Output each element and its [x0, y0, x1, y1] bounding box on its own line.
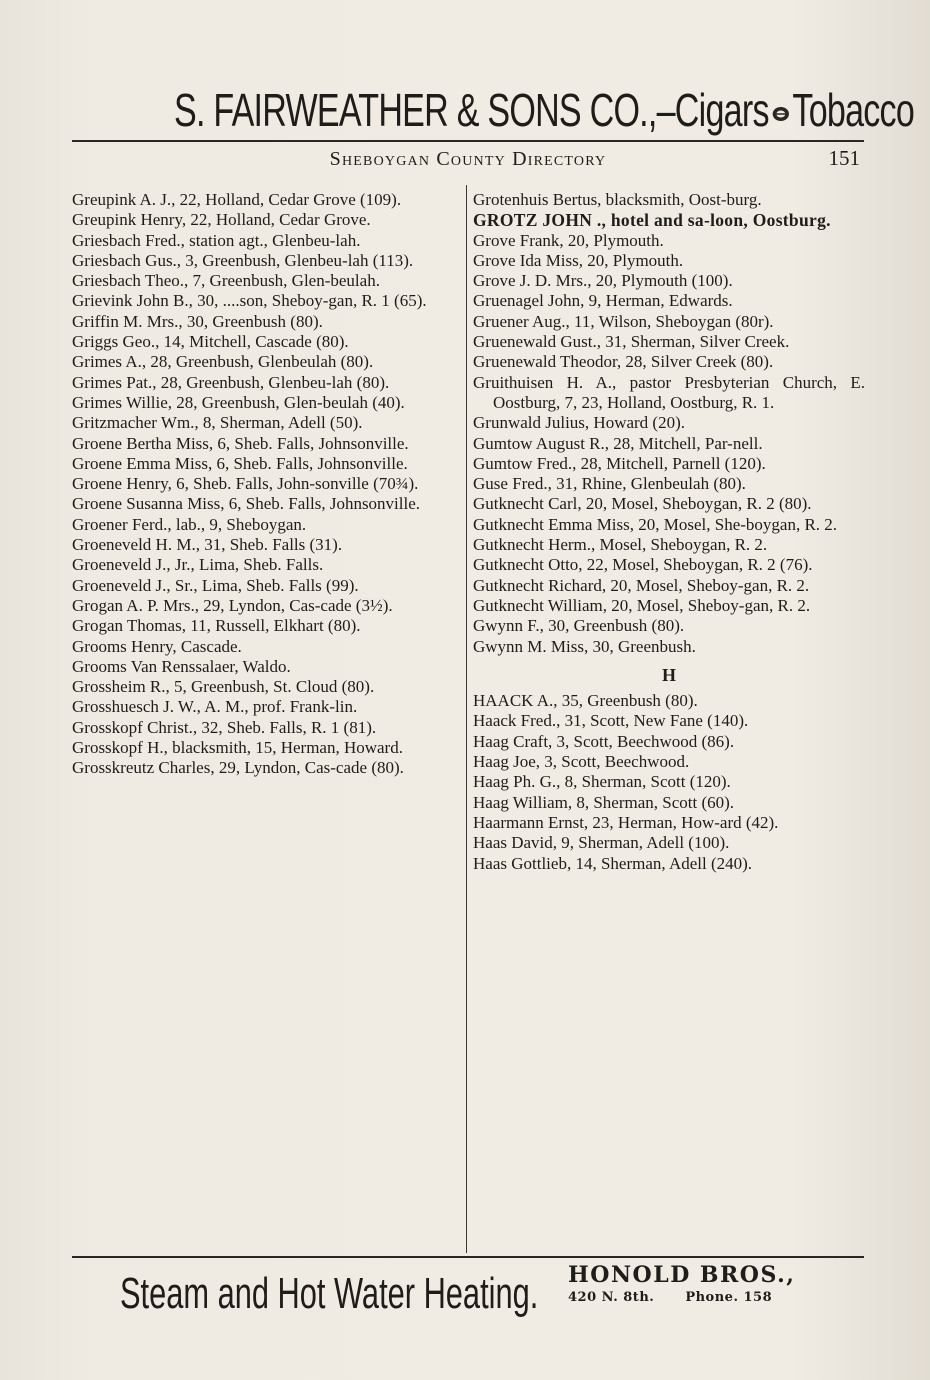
running-head [72, 146, 864, 176]
directory-entry: Haag William, 8, Sherman, Scott (60). [473, 792, 735, 812]
ad-brand: HONOLD BROS., [568, 1262, 796, 1288]
directory-entry: Gruithuisen H. A., pastor Presbyterian Church, E. Oostburg, 7, 23, Holland, Oostburg, R. 1. [473, 372, 865, 412]
page-title: Sheboygan County Directory [329, 148, 607, 170]
footer-ad-heating: Steam and Hot Water Heating. [120, 1269, 539, 1318]
directory-entry: Grove Ida Miss, 20, Plymouth. [473, 250, 684, 270]
directory-entry: Grooms Van Renssalaer, Waldo. [72, 656, 291, 676]
directory-entry: Groeneveld H. M., 31, Sheb. Falls (31). [72, 535, 343, 555]
directory-entry: Groene Henry, 6, Sheb. Falls, John-sonville (70¾). [72, 474, 419, 494]
left-column [72, 190, 460, 779]
column-divider [466, 185, 467, 1253]
directory-entry: Griesbach Gus., 3, Greenbush, Glenbeu-lah (113). [72, 250, 414, 270]
directory-entry: Gumtow Fred., 28, Mitchell, Parnell (120). [473, 453, 766, 473]
directory-entry: Grossheim R., 5, Greenbush, St. Cloud (80). [72, 677, 375, 697]
directory-entry: Gwynn F., 30, Greenbush (80). [473, 616, 685, 636]
ad-contact [568, 1290, 868, 1305]
directory-entry: HAACK A., 35, Greenbush (80). [473, 691, 698, 711]
directory-entry: Groene Bertha Miss, 6, Sheb. Falls, Johnsonville. [72, 433, 409, 453]
directory-entry: Haas Gottlieb, 14, Sherman, Adell (240). [473, 853, 753, 873]
directory-entry: Groeneveld J., Sr., Lima, Sheb. Falls (99). [72, 575, 359, 595]
directory-entry: Gutknecht Carl, 20, Mosel, Sheboygan, R. 2 (80). [473, 494, 812, 514]
directory-entry: Gritzmacher Wm., 8, Sherman, Adell (50). [72, 413, 363, 433]
ad-address: 420 N. 8th. [568, 1290, 655, 1305]
ad-phone: Phone. 158 [685, 1290, 773, 1305]
directory-entry: Haarmann Ernst, 23, Herman, How-ard (42). [473, 812, 779, 832]
directory-entry: Gutknecht Emma Miss, 20, Mosel, She-boygan, R. 2. [473, 514, 838, 534]
directory-entry: Groene Susanna Miss, 6, Sheb. Falls, Johnsonville. [72, 494, 421, 514]
directory-entry: Haag Craft, 3, Scott, Beechwood (86). [473, 731, 735, 751]
directory-entry: Grogan Thomas, 11, Russell, Elkhart (80). [72, 616, 361, 636]
directory-entry: Grotenhuis Bertus, blacksmith, Oost-burg. [473, 190, 762, 209]
directory-entry: Gruener Aug., 11, Wilson, Sheboygan (80r). [473, 311, 774, 331]
section-letter: H [661, 664, 676, 685]
directory-entry: Groener Ferd., lab., 9, Sheboygan. [72, 514, 307, 534]
directory-entry: Gutknecht Otto, 22, Mosel, Sheboygan, R. 2 (76). [473, 555, 813, 575]
directory-entry: Gutknecht Richard, 20, Mosel, Sheboy-gan, R. 2. [473, 575, 810, 595]
footer-divider [72, 1256, 864, 1258]
directory-entry: Grooms Henry, Cascade. [72, 636, 242, 656]
right-column [473, 190, 865, 874]
footer-ad-honold [568, 1262, 868, 1305]
directory-entry: Grove J. D. Mrs., 20, Plymouth (100). [473, 271, 733, 291]
directory-entry: Gruenagel John, 9, Herman, Edwards. [473, 291, 733, 311]
directory-entry: Haag Ph. G., 8, Sherman, Scott (120). [473, 772, 731, 792]
directory-entry: GROTZ JOHN ., hotel and sa-loon, Oostburg. [473, 210, 831, 231]
directory-entry: Gruenewald Gust., 31, Sherman, Silver Creek. [473, 332, 790, 352]
directory-entry: Haas David, 9, Sherman, Adell (100). [473, 833, 730, 853]
banner-text: S. FAIRWEATHER & SONS CO.,–Cigars [174, 84, 769, 136]
directory-entry: Haack Fred., 31, Scott, New Fane (140). [473, 711, 749, 731]
directory-entry: Grimes A., 28, Greenbush, Glenbeulah (80). [72, 352, 374, 372]
directory-entry: Greupink Henry, 22, Holland, Cedar Grove. [72, 210, 371, 230]
directory-entry: Grimes Willie, 28, Greenbush, Glen-beulah (40). [72, 392, 405, 412]
directory-entry: Griffin M. Mrs., 30, Greenbush (80). [72, 311, 323, 331]
directory-entry: Gruenewald Theodor, 28, Silver Creek (80). [473, 352, 774, 372]
directory-entry: Grosskopf Christ., 32, Sheb. Falls, R. 1 (81). [72, 717, 377, 737]
directory-entry: Gutknecht William, 20, Mosel, Sheboy-gan, R. 2. [473, 595, 811, 615]
directory-entry: Grosskopf H., blacksmith, 15, Herman, Howard. [72, 738, 403, 758]
directory-entry: Gumtow August R., 28, Mitchell, Par-nell. [473, 433, 763, 453]
header-divider [72, 140, 864, 142]
directory-entry: Grunwald Julius, Howard (20). [473, 413, 685, 433]
directory-entry: Gutknecht Herm., Mosel, Sheboygan, R. 2. [473, 535, 768, 555]
directory-entry: Grogan A. P. Mrs., 29, Lyndon, Cas-cade (3½). [72, 595, 393, 615]
directory-entry: Griggs Geo., 14, Mitchell, Cascade (80). [72, 332, 349, 352]
directory-entry: Grove Frank, 20, Plymouth. [473, 230, 664, 250]
directory-entry: Guse Fred., 31, Rhine, Glenbeulah (80). [473, 474, 746, 494]
page-number: 151 [828, 146, 860, 170]
directory-entry: Grosskreutz Charles, 29, Lyndon, Cas-cade (80). [72, 758, 404, 778]
advertisement-banner [174, 82, 915, 138]
directory-entry: Grosshuesch J. W., A. M., prof. Frank-lin. [72, 697, 358, 717]
directory-entry: Haag Joe, 3, Scott, Beechwood. [473, 752, 690, 772]
cigar-icon [771, 104, 790, 124]
directory-entry: Groene Emma Miss, 6, Sheb. Falls, Johnsonville. [72, 453, 408, 473]
directory-entry: Griesbach Fred., station agt., Glenbeu-lah. [72, 230, 361, 250]
banner-text-tobacco: Tobacco [792, 84, 915, 136]
directory-entry: Groeneveld J., Jr., Lima, Sheb. Falls. [72, 555, 324, 575]
directory-entry: Gwynn M. Miss, 30, Greenbush. [473, 636, 696, 656]
directory-entry: Grimes Pat., 28, Greenbush, Glenbeu-lah (80). [72, 372, 390, 392]
directory-entry: Griesbach Theo., 7, Greenbush, Glen-beulah. [72, 271, 380, 291]
directory-entry: Grievink John B., 30, ....son, Sheboy-gan, R. 1 (65). [72, 291, 427, 311]
directory-entry: Greupink A. J., 22, Holland, Cedar Grove (109). [72, 190, 402, 209]
